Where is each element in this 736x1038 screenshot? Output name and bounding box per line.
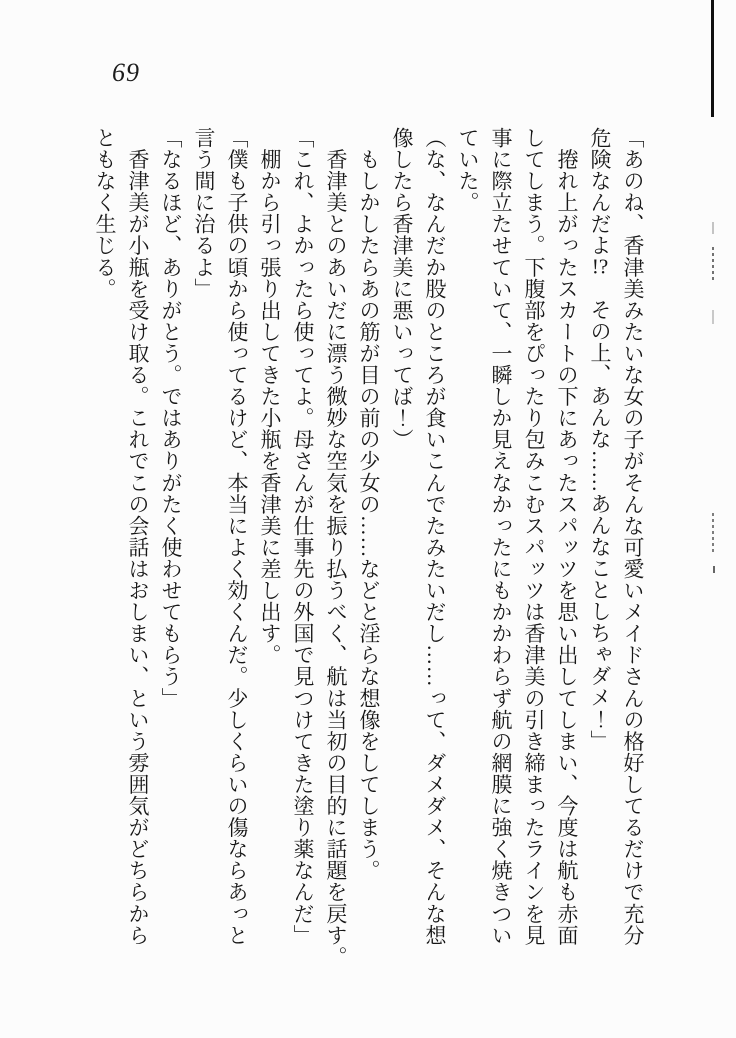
text-column: もしかしたらあの筋が目の前の少女の……などと淫らな想像をしてしまう。 (357, 127, 381, 882)
scan-speck (712, 513, 714, 555)
scan-speck (712, 222, 714, 234)
scan-speck (713, 566, 715, 573)
text-column: ていた。 (456, 127, 480, 214)
text-column: 香津美が小瓶を受け取る。これでこの会話はおしまい、という雰囲気がどちらから (126, 127, 150, 946)
text-column: 言う間に治るよ」 (192, 127, 216, 300)
text-column: してしまう。下腹部をぴったり包みこむスパッツは香津美の引き締まったラインを見 (522, 127, 546, 946)
text-column: 危険なんだよ!? その上、あんな……あんなことしちゃダメ！」 (588, 127, 612, 752)
text-column: 「僕も子供の頃から使ってるけど、本当によく効くんだ。少しくらいの傷ならあっと (225, 127, 249, 946)
scan-speck (712, 310, 714, 324)
text-column: 香津美とのあいだに漂う微妙な空気を振り払うべく、航は当初の目的に話題を戻す。 (324, 127, 348, 968)
scan-edge-line (711, 0, 714, 117)
text-column: ともなく生じる。 (93, 127, 117, 300)
text-column: 「あのね、香津美みたいな女の子がそんな可愛いメイドさんの格好してるだけで充分 (621, 127, 645, 946)
page-number: 69 (112, 58, 140, 87)
scan-speck (712, 247, 714, 281)
text-column: 像したら香津美に悪いってば！） (390, 127, 414, 451)
text-column: 捲れ上がったスカートの下にあったスパッツを思い出してしまい、今度は航も赤面 (555, 127, 579, 946)
text-column: 事に際立たせていて、一瞬しか見えなかったにもかかわらず航の網膜に強く焼きつい (489, 127, 513, 946)
text-column: 棚から引っ張り出してきた小瓶を香津美に差し出す。 (258, 127, 282, 666)
text-column: （な、なんだか股のところが食いこんでたみたいだし……って、ダメダメ、そんな想 (423, 127, 447, 946)
text-column: 「なるほど、ありがとう。ではありがたく使わせてもらう」 (159, 127, 183, 709)
tate-chu-yoko: !? (591, 256, 609, 278)
text-column: 「これ、よかったら使ってよ。母さんが仕事先の外国で見つけてきた塗り薬なんだ」 (291, 127, 315, 946)
text-columns (87, 127, 649, 968)
